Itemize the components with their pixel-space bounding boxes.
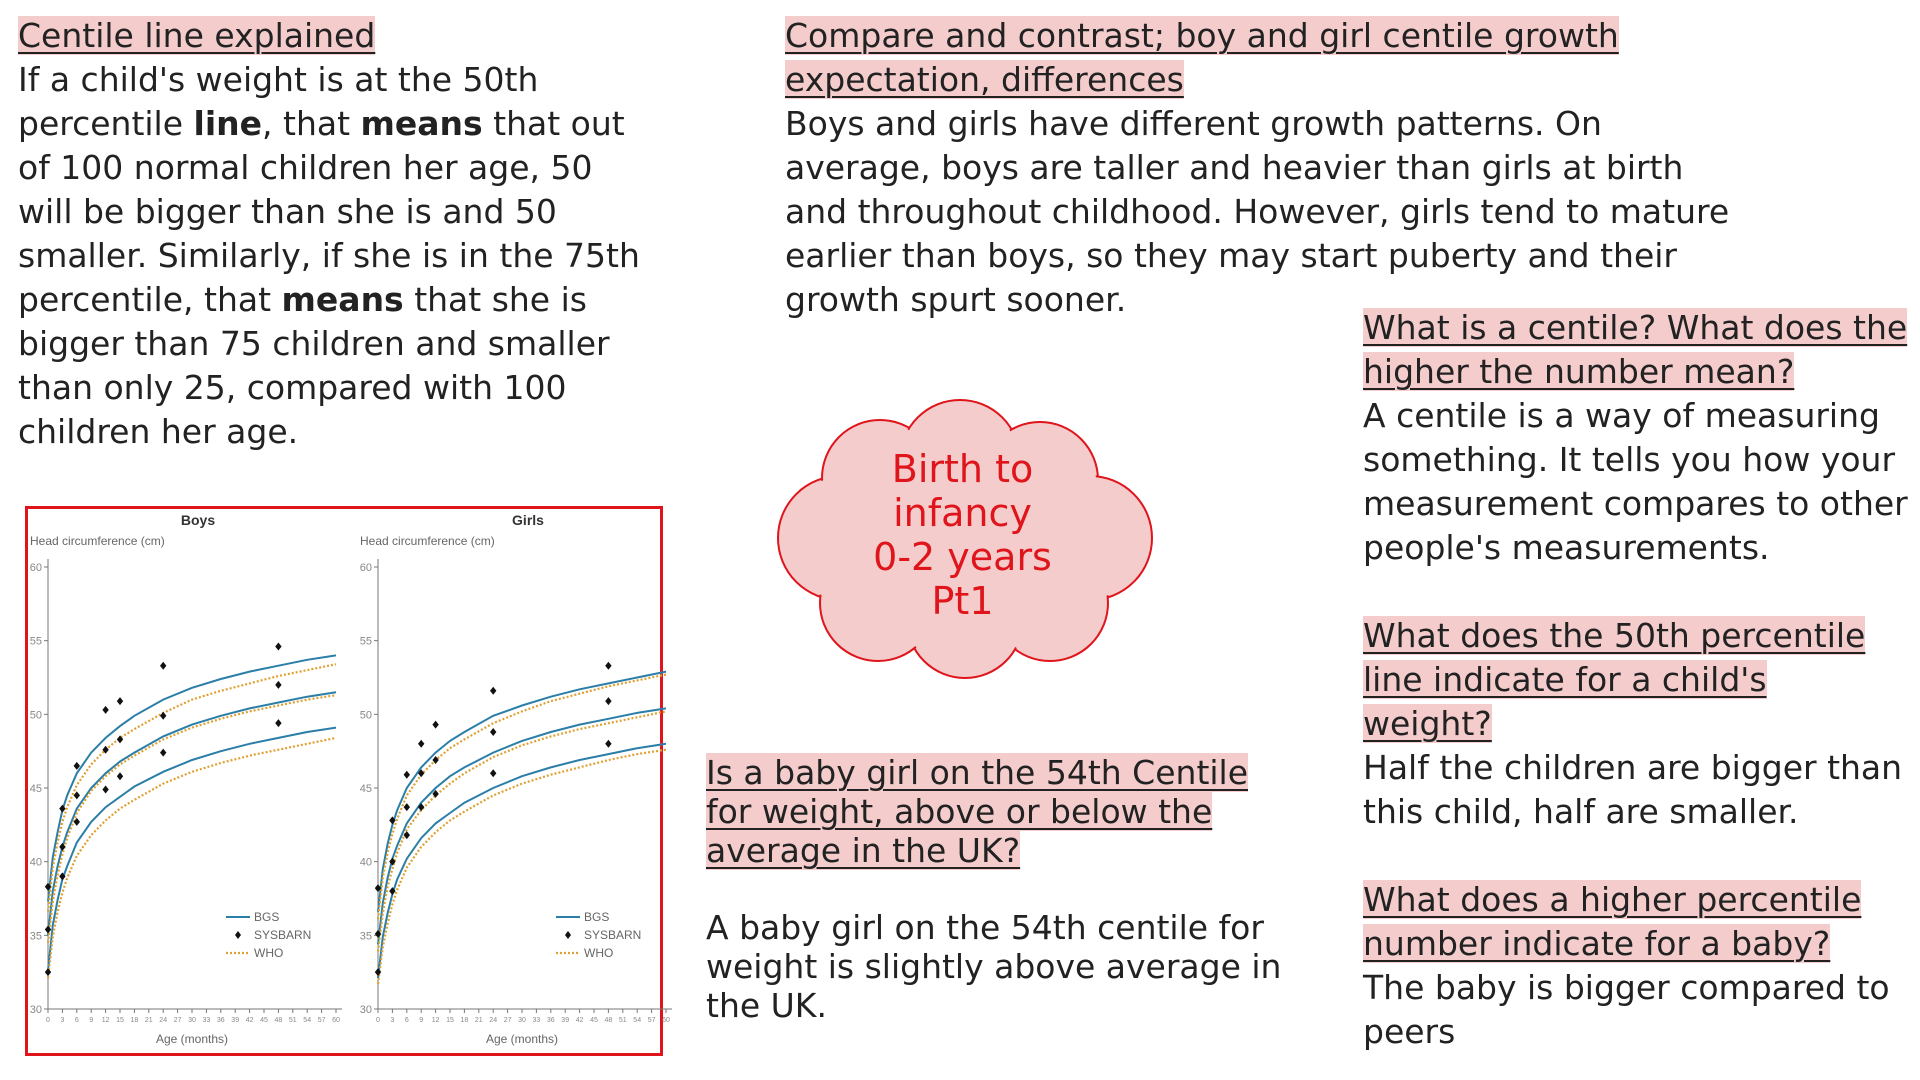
- q2-heading: What does the 50th percentile line indicate for a child's weight?: [1363, 616, 1866, 743]
- x-tick-label: 33: [532, 1017, 541, 1024]
- sysbarn-point: [490, 687, 496, 695]
- x-tick-label: 48: [604, 1017, 613, 1024]
- sysbarn-point: [74, 791, 80, 799]
- y-tick-label: 45: [29, 783, 42, 795]
- question-answer: A baby girl on the 54th centile for weight is slightly above average in the UK.: [706, 908, 1282, 1025]
- emphasis-word: means: [360, 104, 483, 143]
- topic-cloud: [760, 398, 1165, 683]
- bgs-curve-high: [378, 672, 666, 912]
- y-tick-label: 35: [359, 930, 372, 943]
- x-tick-label: 9: [419, 1017, 424, 1024]
- legend-bgs-label: BGS: [254, 910, 280, 924]
- x-tick-label: 6: [404, 1017, 409, 1024]
- bgs-curve-mid: [48, 692, 336, 935]
- x-tick-label: 33: [202, 1017, 211, 1024]
- who-curve-low: [378, 750, 666, 984]
- x-tick-label: 18: [460, 1017, 469, 1024]
- right-qa-panel: [1363, 306, 1918, 1054]
- y-tick-label: 30: [359, 1004, 372, 1016]
- q1-answer: A centile is a way of measuring something. It tells you how your measurement compares to other people's measurements.: [1363, 396, 1908, 567]
- x-tick-label: 21: [144, 1017, 153, 1024]
- emphasis-word: means: [281, 280, 404, 319]
- y-tick-label: 50: [359, 709, 372, 722]
- sysbarn-point: [490, 769, 496, 777]
- x-tick-label: 30: [188, 1017, 196, 1024]
- emphasis-word: line: [193, 104, 263, 143]
- sysbarn-point: [605, 697, 611, 705]
- sysbarn-point: [117, 697, 123, 705]
- y-tick-label: 45: [359, 783, 372, 795]
- legend-sysbarn-label: SYSBARN: [584, 928, 642, 942]
- cloud-line-4: Pt1: [931, 579, 994, 623]
- sysbarn-point: [160, 712, 166, 720]
- sysbarn-point: [404, 831, 410, 839]
- legend-who-label: WHO: [584, 946, 614, 960]
- x-tick-label: 15: [446, 1017, 454, 1024]
- x-tick-label: 9: [89, 1017, 94, 1024]
- text-segment: If a child's weight is at the 50th percentile: [18, 60, 539, 143]
- x-tick-label: 18: [130, 1017, 139, 1024]
- sysbarn-point: [275, 719, 281, 727]
- question-heading: Is a baby girl on the 54th Centile for weight, above or below the average in the UK?: [706, 753, 1249, 870]
- y-tick-label: 40: [29, 856, 42, 869]
- x-tick-label: 6: [74, 1017, 79, 1024]
- q3-heading: What does a higher percentile number indicate for a baby?: [1363, 880, 1862, 963]
- x-tick-label: 48: [274, 1017, 283, 1024]
- chart-title: Boys: [180, 512, 216, 528]
- compare-body: Boys and girls have different growth patterns. On average, boys are taller and heavier than girls at birth and throughout childhood. However, girls tend to mature earlier than boys, so they may start puberty and their growth spurt sooner.: [785, 104, 1730, 319]
- x-tick-label: 24: [489, 1017, 498, 1024]
- cloud-line-1: Birth to: [891, 447, 1034, 491]
- sysbarn-point: [102, 706, 108, 714]
- bgs-curve-high: [48, 655, 336, 901]
- centile-explained-heading: Centile line explained: [18, 16, 376, 55]
- sysbarn-point: [160, 662, 166, 670]
- centile-explained-panel: [18, 14, 648, 454]
- question-panel: [706, 753, 1306, 1025]
- x-tick-label: 36: [546, 1017, 555, 1024]
- y-axis-label: Head circumference (cm): [30, 534, 165, 548]
- q3-answer: The baby is bigger compared to peers: [1363, 968, 1890, 1051]
- y-tick-label: 55: [29, 635, 42, 648]
- compare-heading: Compare and contrast; boy and girl centile growth expectation, differences: [785, 16, 1619, 99]
- legend-sysbarn-label: SYSBARN: [254, 928, 312, 942]
- y-axis-label: Head circumference (cm): [360, 534, 495, 548]
- x-tick-label: 30: [518, 1017, 526, 1024]
- y-tick-label: 40: [359, 856, 372, 869]
- x-axis-label: Age (months): [155, 1032, 229, 1046]
- centile-explained-text: [18, 58, 648, 454]
- x-tick-label: 51: [288, 1017, 297, 1024]
- x-tick-label: 45: [260, 1017, 268, 1024]
- x-tick-label: 57: [317, 1017, 326, 1024]
- q1-heading: What is a centile? What does the higher the number mean?: [1363, 308, 1908, 391]
- y-tick-label: 50: [29, 709, 42, 722]
- sysbarn-point: [160, 749, 166, 757]
- text-segment: that she is bigger than 75 children and smaller than only 25, compared with 100 children her age.: [18, 280, 610, 451]
- bgs-curve-low: [378, 744, 666, 978]
- sysbarn-point: [102, 785, 108, 793]
- x-tick-label: 45: [590, 1017, 598, 1024]
- x-tick-label: 0: [46, 1017, 50, 1024]
- who-curve-high: [378, 675, 666, 920]
- x-tick-label: 27: [503, 1017, 512, 1024]
- x-tick-label: 42: [575, 1017, 584, 1024]
- q2-answer: Half the children are bigger than this child, half are smaller.: [1363, 748, 1903, 831]
- head-circumference-charts: [28, 509, 670, 1053]
- x-tick-label: 60: [332, 1017, 340, 1024]
- y-tick-label: 35: [29, 930, 42, 943]
- x-tick-label: 42: [245, 1017, 254, 1024]
- sysbarn-point: [74, 818, 80, 826]
- compare-panel: [785, 14, 1735, 322]
- x-tick-label: 12: [101, 1017, 110, 1024]
- sysbarn-point: [404, 803, 410, 811]
- x-tick-label: 3: [60, 1017, 65, 1024]
- head-circumference-chart-frame: [25, 506, 670, 1056]
- legend-bgs-label: BGS: [584, 910, 610, 924]
- x-tick-label: 27: [173, 1017, 182, 1024]
- x-tick-label: 51: [618, 1017, 627, 1024]
- legend-sysbarn-swatch: [235, 931, 241, 939]
- sysbarn-point: [117, 772, 123, 780]
- y-tick-label: 30: [29, 1004, 42, 1016]
- sysbarn-point: [605, 662, 611, 670]
- x-tick-label: 36: [216, 1017, 225, 1024]
- sysbarn-point: [605, 740, 611, 748]
- x-tick-label: 57: [647, 1017, 656, 1024]
- x-tick-label: 15: [116, 1017, 124, 1024]
- x-axis-label: Age (months): [485, 1032, 559, 1046]
- sysbarn-point: [490, 728, 496, 736]
- sysbarn-point: [418, 740, 424, 748]
- y-tick-label: 60: [359, 562, 372, 574]
- sysbarn-point: [432, 721, 438, 729]
- legend-sysbarn-swatch: [565, 931, 571, 939]
- x-tick-label: 39: [231, 1017, 240, 1024]
- sysbarn-point: [275, 643, 281, 651]
- y-tick-label: 60: [29, 562, 42, 574]
- x-tick-label: 54: [633, 1017, 642, 1024]
- who-curve-mid: [48, 695, 336, 943]
- sysbarn-point: [45, 968, 51, 976]
- x-tick-label: 54: [303, 1017, 312, 1024]
- x-tick-label: 60: [662, 1017, 670, 1024]
- sysbarn-point: [404, 771, 410, 779]
- x-tick-label: 3: [390, 1017, 395, 1024]
- text-segment: that out of 100 normal children her age, 50 will be bigger than she is and 50 smaller. Similarly, if she is in the 75th percentile, that: [18, 104, 640, 319]
- y-tick-label: 55: [359, 635, 372, 648]
- x-tick-label: 0: [376, 1017, 380, 1024]
- cloud-line-3: 0-2 years: [873, 535, 1052, 579]
- x-tick-label: 12: [431, 1017, 440, 1024]
- x-tick-label: 39: [561, 1017, 570, 1024]
- chart-title: Girls: [512, 512, 544, 528]
- x-tick-label: 24: [159, 1017, 168, 1024]
- text-segment: , that: [262, 104, 361, 143]
- x-tick-label: 21: [474, 1017, 483, 1024]
- cloud-line-2: infancy: [893, 491, 1032, 535]
- legend-who-label: WHO: [254, 946, 284, 960]
- sysbarn-point: [275, 681, 281, 689]
- who-curve-low: [48, 738, 336, 978]
